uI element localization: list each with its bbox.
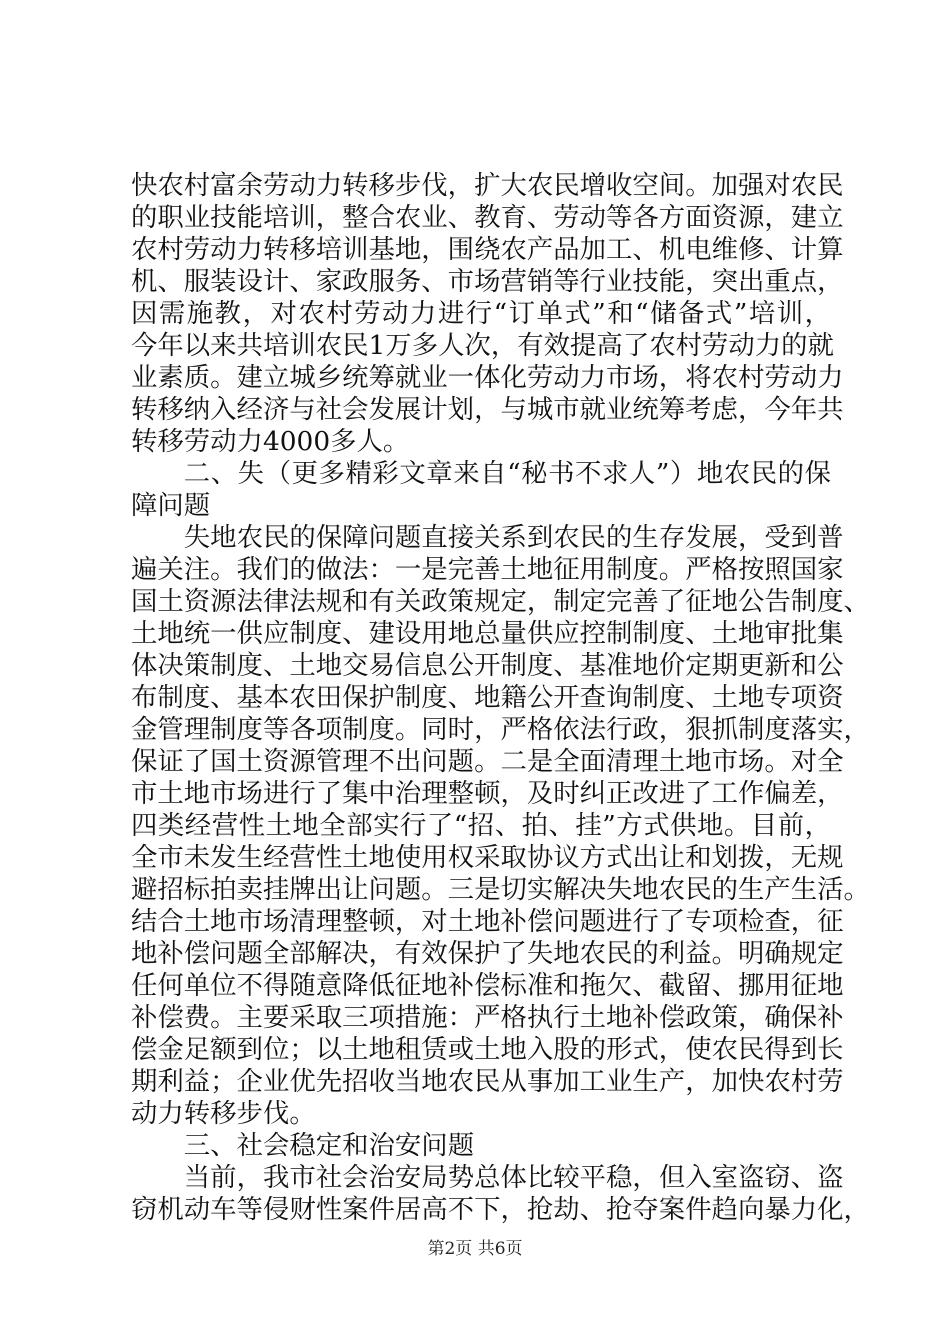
text-line: 障问题: [131, 490, 211, 521]
text-line: 二、失（更多精彩文章来自“秘书不求人”）地农民的保: [183, 458, 831, 489]
text-line: 四类经营性土地全部实行了“招、拍、挂”方式供地。目前，: [131, 810, 831, 841]
text-line: 布制度、基本农田保护制度、地籍公开查询制度、土地专项资: [131, 682, 844, 713]
text-line: 转移劳动力4000多人。: [131, 426, 410, 457]
text-line: 快农村富余劳动力转移步伐，扩大农民增收空间。加强对农民: [131, 170, 844, 201]
text-line: 结合土地市场清理整顿，对土地补偿问题进行了专项检查，征: [131, 906, 844, 937]
text-line: 国土资源法律法规和有关政策规定，制定完善了征地公告制度、: [131, 586, 870, 617]
text-line: 失地农民的保障问题直接关系到农民的生存发展，受到普: [183, 522, 844, 553]
text-line: 任何单位不得随意降低征地补偿标准和拖欠、截留、挪用征地: [131, 970, 844, 1001]
text-line: 保证了国土资源管理不出问题。二是全面清理土地市场。对全: [131, 746, 844, 777]
text-line: 期利益；企业优先招收当地农民从事加工业生产，加快农村劳: [131, 1066, 844, 1097]
text-line: 农村劳动力转移培训基地，围绕农产品加工、机电维修、计算: [131, 234, 844, 265]
document-body: [131, 170, 870, 1226]
text-line: 业素质。建立城乡统筹就业一体化劳动力市场，将农村劳动力: [131, 362, 844, 393]
text-line: 因需施教，对农村劳动力进行“订单式”和“储备式”培训，: [131, 298, 831, 329]
text-line: 全市未发生经营性土地使用权采取协议方式出让和划拨，无规: [131, 842, 844, 873]
page-footer: 第2页 共6页: [427, 1239, 523, 1259]
text-line: 金管理制度等各项制度。同时，严格依法行政，狠抓制度落实，: [131, 714, 870, 745]
text-line: 补偿费。主要采取三项措施：严格执行土地补偿政策，确保补: [131, 1002, 844, 1033]
text-line: 的职业技能培训，整合农业、教育、劳动等各方面资源，建立: [131, 202, 844, 233]
text-line: 市土地市场进行了集中治理整顿，及时纠正改进了工作偏差，: [131, 778, 844, 809]
text-line: 转移纳入经济与社会发展计划，与城市就业统筹考虑，今年共: [131, 394, 844, 425]
text-line: 动力转移步伐。: [131, 1098, 316, 1129]
text-line: 窃机动车等侵财性案件居高不下，抢劫、抢夺案件趋向暴力化，: [131, 1194, 870, 1225]
text-line: 避招标拍卖挂牌出让问题。三是切实解决失地农民的生产生活。: [131, 874, 870, 905]
text-line: 三、社会稳定和治安问题: [183, 1130, 475, 1161]
text-line: 体决策制度、土地交易信息公开制度、基准地价定期更新和公: [131, 650, 844, 681]
text-line: 土地统一供应制度、建设用地总量供应控制制度、土地审批集: [131, 618, 844, 649]
text-line: 遍关注。我们的做法：一是完善土地征用制度。严格按照国家: [131, 554, 844, 585]
text-line: 当前，我市社会治安局势总体比较平稳，但入室盗窃、盗: [183, 1162, 844, 1193]
text-line: 地补偿问题全部解决，有效保护了失地农民的利益。明确规定: [131, 938, 844, 969]
text-line: 机、服装设计、家政服务、市场营销等行业技能，突出重点，: [131, 266, 844, 297]
text-line: 偿金足额到位；以土地租赁或土地入股的形式，使农民得到长: [131, 1034, 844, 1065]
text-line: 今年以来共培训农民1万多人次，有效提高了农村劳动力的就: [131, 330, 834, 361]
